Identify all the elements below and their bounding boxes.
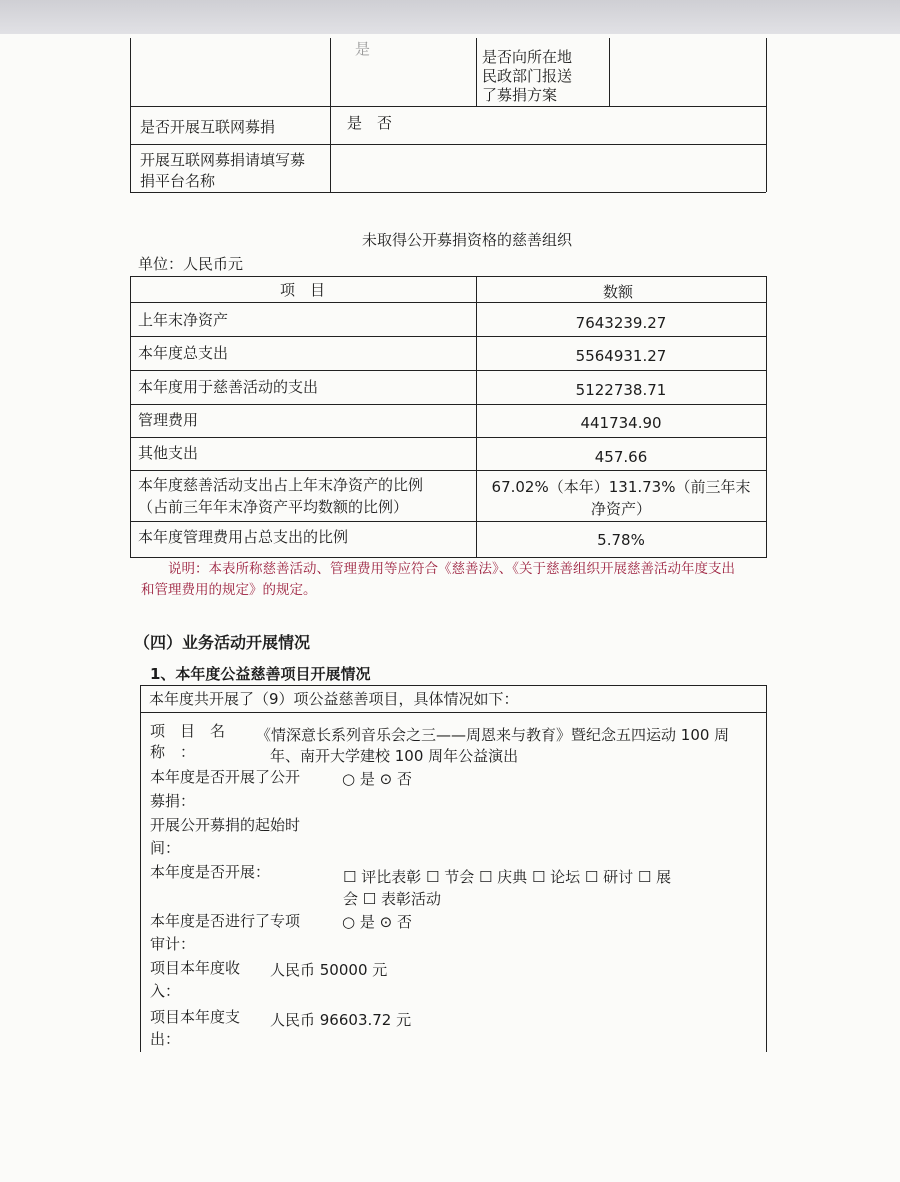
finance-row-line [130, 437, 766, 438]
projects-table-top-border [140, 685, 766, 686]
top-partial-cell: 是 [355, 40, 371, 58]
finance-table-top-border [130, 276, 766, 277]
finance-row-line [130, 521, 766, 522]
finance-row-label: 本年度慈善活动支出占上年末净资产的比例 [138, 476, 424, 494]
project-name-label-1: 项 目 名 [150, 722, 226, 740]
project-name-value-2: 年、南开大学建校 100 周年公益演出 [270, 747, 519, 765]
projects-intro: 本年度共开展了（9）项公益慈善项目，具体情况如下： [149, 690, 519, 708]
start-time-label-2: 间： [150, 839, 181, 857]
heading-business-activities: （四）业务活动开展情况 [134, 633, 311, 652]
finance-row-line [130, 370, 766, 371]
top-table-col-divider [330, 38, 331, 192]
finance-row-line [130, 404, 766, 405]
note-line-1: 说明：本表所称慈善活动、管理费用等应符合《慈善法》、《关于慈善组织开展慈善活动年度支出 [168, 561, 735, 577]
finance-row-value: 5564931.27 [575, 347, 667, 365]
top-table-bottom-border [130, 192, 766, 193]
finance-row-value: 67.02%（本年）131.73%（前三年末 [491, 478, 751, 496]
project-income-label-2: 入： [150, 982, 181, 1000]
platform-label-line-1: 开展互联网募捐请填写募 [140, 151, 306, 169]
finance-row-value: 457.66 [594, 448, 648, 466]
activity-type-label: 本年度是否开展： [150, 863, 271, 881]
internet-fundraising-label: 是否开展互联网募捐 [140, 118, 276, 136]
internet-fundraising-options: 是 否 [347, 114, 393, 132]
report-question-line-2: 民政部门报送 [482, 67, 573, 85]
project-expense-label-2: 出： [150, 1030, 181, 1048]
public-fundraising-options: ○ 是 ⊙ 否 [342, 770, 412, 788]
projects-row-line [140, 712, 766, 713]
heading-charity-projects: 1、本年度公益慈善项目开展情况 [150, 665, 371, 683]
project-income-label-1: 项目本年度收 [150, 959, 241, 977]
public-fundraising-label-1: 本年度是否开展了公开 [150, 768, 301, 786]
report-question-line-3: 了募捐方案 [482, 86, 558, 104]
finance-header-value: 数额 [603, 283, 634, 301]
top-table-col-divider-2 [476, 38, 477, 106]
finance-row-value: 441734.90 [580, 414, 662, 432]
top-table-row-line [130, 144, 766, 145]
project-name-label-2: 称 ： [150, 743, 196, 761]
start-time-label-1: 开展公开募捐的起始时 [150, 816, 301, 834]
finance-row-line [130, 336, 766, 337]
special-audit-label-2: 审计： [150, 935, 196, 953]
project-name-value-1: 《情深意长系列音乐会之三——周恩来与教育》暨纪念五四运动 100 周 [256, 726, 730, 744]
finance-table-left-border [130, 276, 131, 558]
project-income-value: 人民币 50000 元 [270, 961, 388, 979]
projects-table-right-border [766, 685, 767, 1052]
finance-row-label: 本年度总支出 [138, 344, 229, 362]
activity-type-options-2: 会 ☐ 表彰活动 [343, 890, 441, 908]
note-line-2: 和管理费用的规定》的规定。 [141, 582, 317, 598]
top-table-col-divider-3 [609, 38, 610, 106]
special-audit-label-1: 本年度是否进行了专项 [150, 912, 301, 930]
project-expense-value: 人民币 96603.72 元 [270, 1011, 412, 1029]
special-audit-options: ○ 是 ⊙ 否 [342, 913, 412, 931]
finance-row-label: 上年末净资产 [138, 311, 229, 329]
projects-table-left-border [140, 685, 141, 1052]
finance-row-value-2: 净资产） [590, 500, 651, 518]
finance-header-item: 项 目 [280, 281, 326, 299]
finance-row-value: 5.78% [597, 531, 645, 549]
finance-row-value: 5122738.71 [575, 381, 667, 399]
finance-row-value: 7643239.27 [575, 314, 667, 332]
finance-row-line [130, 470, 766, 471]
finance-row-label: 本年度管理费用占总支出的比例 [138, 528, 349, 546]
platform-label-line-2: 捐平台名称 [140, 172, 216, 190]
top-table-row-line [130, 106, 766, 107]
activity-type-options-1: ☐ 评比表彰 ☐ 节会 ☐ 庆典 ☐ 论坛 ☐ 研讨 ☐ 展 [343, 868, 672, 886]
top-table-right-border [766, 38, 767, 192]
public-fundraising-label-2: 募捐： [150, 792, 196, 810]
section-title: 未取得公开募捐资格的慈善组织 [362, 231, 573, 249]
finance-table-right-border [766, 276, 767, 558]
finance-row-line [130, 302, 766, 303]
finance-row-label: 管理费用 [138, 411, 199, 429]
unit-label: 单位：人民币元 [138, 255, 244, 273]
document-page [0, 34, 900, 1182]
finance-row-label: 本年度用于慈善活动的支出 [138, 378, 319, 396]
project-expense-label-1: 项目本年度支 [150, 1008, 241, 1026]
top-table-left-border [130, 38, 131, 192]
report-question-line-1: 是否向所在地 [482, 48, 573, 66]
finance-row-label-2: （占前三年年末净资产平均数额的比例） [138, 498, 409, 516]
finance-row-label: 其他支出 [138, 444, 199, 462]
